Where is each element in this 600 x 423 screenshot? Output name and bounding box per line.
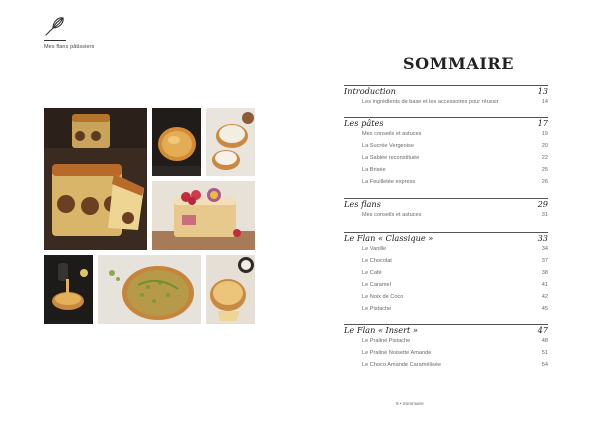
page-footer: 9 • Sommaire bbox=[396, 401, 424, 406]
toc-item-page: 37 bbox=[541, 257, 548, 264]
toc-section-title: Le Flan « Insert » bbox=[344, 325, 418, 335]
toc-item[interactable] bbox=[344, 360, 548, 372]
toc-item-label: Le Vanille bbox=[362, 246, 387, 252]
whisk-icon bbox=[44, 15, 66, 37]
toc-item-page: 25 bbox=[541, 166, 548, 173]
toc-item[interactable] bbox=[344, 129, 548, 141]
toc-item-label: Le Café bbox=[362, 269, 382, 276]
toc-item-label: Le Pistache bbox=[362, 305, 392, 312]
photo-raspberry-passion-cake bbox=[152, 181, 255, 250]
toc-item-label: Mes conseils et astuces bbox=[362, 212, 422, 218]
toc-section-title: Les flans bbox=[344, 199, 381, 209]
toc-item[interactable] bbox=[344, 153, 548, 165]
toc-item-page: 20 bbox=[541, 142, 548, 149]
toc-item-page: 51 bbox=[541, 349, 548, 356]
photo-vanilla-flan-slice bbox=[206, 255, 255, 324]
toc-section-title: Introduction bbox=[344, 86, 396, 96]
toc-item-label: Le Praliné Pistache bbox=[362, 338, 411, 344]
photo-striped-flan-cake bbox=[44, 108, 147, 250]
toc-section-page: 17 bbox=[537, 118, 548, 128]
toc-item[interactable] bbox=[344, 210, 548, 222]
toc-item[interactable] bbox=[344, 280, 548, 292]
toc-item-label: Le Noix de Coco bbox=[362, 293, 404, 300]
toc-item-page: 22 bbox=[541, 154, 548, 161]
toc-section-page: 13 bbox=[537, 86, 548, 96]
toc-item-label: Le Chocolat bbox=[362, 257, 392, 264]
toc-item[interactable] bbox=[344, 244, 548, 256]
toc-item-label: Le Praliné Noisette Amande bbox=[362, 349, 432, 356]
toc-item[interactable] bbox=[344, 97, 548, 109]
toc-item-label: La Sucrée Vergeoise bbox=[362, 142, 414, 149]
toc-item[interactable] bbox=[344, 141, 548, 153]
toc-item-label: Les ingrédients de base et les accessoires pour réussir bbox=[362, 99, 499, 105]
toc-item[interactable] bbox=[344, 304, 548, 316]
toc-section-title: Les pâtes bbox=[344, 118, 384, 128]
photo-coconut-tartlets bbox=[206, 108, 255, 176]
toc-item-page: 42 bbox=[541, 293, 548, 300]
toc-item[interactable] bbox=[344, 177, 548, 189]
header-rule bbox=[44, 40, 66, 41]
book-title: Mes flans pâtissiers bbox=[44, 44, 95, 50]
photo-creme-brulee-tart bbox=[152, 108, 201, 176]
toc-item-label: La Feuilletée express bbox=[362, 178, 416, 185]
toc-item-page: 48 bbox=[541, 338, 548, 344]
toc-section-title: Le Flan « Classique » bbox=[344, 233, 434, 243]
page-title: SOMMAIRE bbox=[403, 54, 515, 73]
toc-item-page: 14 bbox=[541, 99, 548, 105]
toc-item-label: Mes conseils et astuces bbox=[362, 131, 422, 137]
photo-pistachio-flan bbox=[98, 255, 201, 324]
toc-section-page: 47 bbox=[537, 325, 548, 335]
toc-item[interactable] bbox=[344, 348, 548, 360]
toc-item-label: La Brisée bbox=[362, 166, 386, 173]
toc-item-page: 34 bbox=[541, 246, 548, 252]
toc-item[interactable] bbox=[344, 256, 548, 268]
toc-item[interactable] bbox=[344, 336, 548, 348]
toc-item-label: Le Choco Amande Caramélisée bbox=[362, 361, 441, 368]
toc-item-page: 19 bbox=[541, 131, 548, 137]
toc-item-page: 31 bbox=[541, 212, 548, 218]
toc-item-page: 26 bbox=[541, 178, 548, 185]
toc-item-page: 45 bbox=[541, 305, 548, 312]
photo-pouring-tartlet bbox=[44, 255, 93, 324]
toc-item-label: La Sablée reconstituée bbox=[362, 154, 420, 161]
toc-item[interactable] bbox=[344, 165, 548, 177]
toc-item-page: 54 bbox=[541, 361, 548, 368]
toc-item[interactable] bbox=[344, 292, 548, 304]
toc-item-page: 38 bbox=[541, 269, 548, 276]
toc-section-page: 33 bbox=[537, 233, 548, 243]
toc-item[interactable] bbox=[344, 268, 548, 280]
toc-item-page: 41 bbox=[541, 281, 548, 288]
toc-item-label: Le Caramel bbox=[362, 281, 391, 288]
toc-section-page: 29 bbox=[537, 199, 548, 209]
